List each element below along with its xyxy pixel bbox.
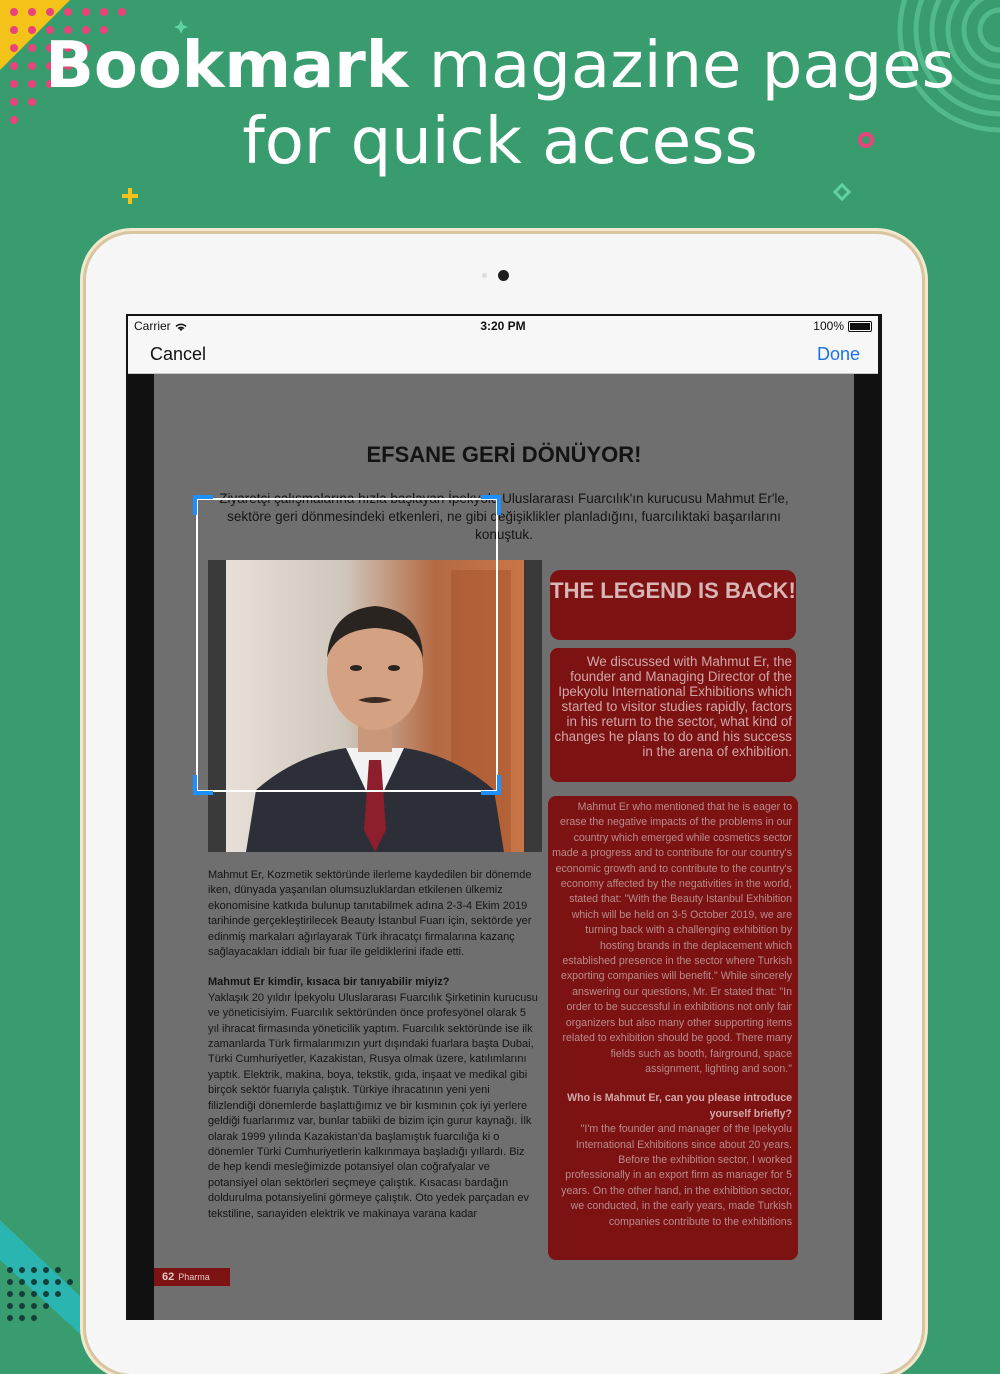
crop-handle-top-left[interactable] <box>193 495 213 515</box>
crop-nav-bar <box>128 336 878 374</box>
english-answer: "I'm the founder and manager of the Ipekyolu International Exhibitions since about 20 years. Before the exhibition sector, I worked professionally in an export firm as manager for 5 years. On the other hand, in the exhibition sector, we conducted, in the early years, made Turkish companies contribute to the exhibitions <box>561 1123 792 1228</box>
page-margin-left <box>128 374 154 1320</box>
article-intro: Ziyaretçi çalışmalarına hızla başlayan İpekyolu Uluslararası Fuarcılık'ın kurucusu Mahmut Er'le, sektöre geri dönmesindeki etkenleri, ne gibi değişiklikler planladığını, fuarcılıktaki başarılarını konuştuk. <box>219 491 789 542</box>
legend-title-box: THE LEGEND IS BACK! <box>550 570 796 640</box>
headline-bold: Bookmark <box>45 29 409 103</box>
body-paragraph: Mahmut Er, Kozmetik sektöründe ilerleme kaydedilen bir dönemde iken, dünyada yaşanılan olumsuzluklardan etkilenen ülkemiz ekonomisine katkıda bulunup tanıtabilmek adına 2-3-4 Ekim 2019 tarihinde gerçekleştirilecek Beauty İstanbul Fuarı için, sektörde yer edinmiş markaları ağırlayarak Türk ihracatçı firmalarına kazanç sağlayacakları iddialı bir fuar ile geldiklerini ifade etti. <box>208 869 532 959</box>
plus-decoration <box>120 186 140 206</box>
turkish-body-text <box>208 868 538 1237</box>
page-footer-tag <box>154 1268 230 1286</box>
english-paragraph: Mahmut Er who mentioned that he is eager to erase the negative impacts of the problems in our country which emerged while cosmetics sector made a progress and to contribute for our country's economic growth and to contribute to the country's economy affected by the negativities in the world, stated that: "With the Beauty Istanbul Exhibition which will be held on 3-5 October 2019, we are turning back with a challenging exhibition by hosting brands in the deplacement which established presence in the sector where Turkish exporting companies will benefit." While sincerely answering our questions, Mr. Er stated that: "In order to be successful in exhibitions not only fair organizers but also many other supporting items related to exhibition should be good. There many fields such as booth, fairground, space assignment, lighting and soon." <box>552 801 792 1075</box>
body-question: Mahmut Er kimdir, kısaca bir tanıyabilir miyiz? <box>208 976 450 989</box>
english-body-box <box>548 796 798 1260</box>
diamond-decoration <box>832 182 852 202</box>
sensor-dot <box>482 273 487 278</box>
carrier-label: Carrier <box>134 319 188 333</box>
page-margin-right <box>854 374 880 1320</box>
english-question: Who is Mahmut Er, can you please introduce yourself briefly? <box>567 1092 792 1120</box>
article-title: EFSANE GERİ DÖNÜYOR! <box>366 442 642 467</box>
legend-summary-box: We discussed with Mahmut Er, the founder and Managing Director of the Ipekyolu International Exhibitions which started to visitor studies rapidly, factors in his return to the sector, what kind of changes he plans to do and his success in the arena of exhibition. <box>550 648 796 782</box>
crop-selection-box[interactable] <box>196 498 498 792</box>
tablet-screen <box>126 314 882 1320</box>
battery-percent: 100% <box>813 319 844 333</box>
status-time: 3:20 PM <box>480 319 526 333</box>
crop-handle-bottom-left[interactable] <box>193 775 213 795</box>
body-paragraph: Yaklaşık 20 yıldır İpekyolu Uluslararası Fuarcılık Şirketinin kurucusu ve yöneticisiyim. Fuarcılık sektöründen önce profesyönel olarak 5 yıl ihracat firmasında yöneticilik yaptım. Fuarcılık sektöründe ise ilk zamanlarda Türk firmalarımızın yurt dışındaki fuarlara başta Dubai, Türki Cumhuriyetler, Kazakistan, Rusya olmak üzere, katılımlarını yaptık. Elektrik, makina, boya, tekstik, gıda, inşaat ve medikal gibi birçok sektör fuarıyla çalıştık. Türkiye ihracatının yeni yeni filizlendiği dönemlerde başlattığımız ve bir kısmının çok iyi yerlere geldiği fuarlarımız var, bunlar tabiiki de bizim için gurur kaynağı. İlk olarak 1999 yılında Kazakistan'da başlamıştık fuarcılığa ki o dönemler Türki Cumhuriyetlerin kalkınmaya başladığı yıllardı. Biz de hep kendi mesleğimizde potansiyel olan coğrafyalar ve potansiyel olan sektörleri seçmeye çalıştık. Kısacası bardağın doldurulma potansiyelini görmeye çalıştık. Oto yedek parçadan ev tekstiline, sanayiden elektrik ve makinaya varana kadar <box>208 991 538 1220</box>
crop-handle-top-right[interactable] <box>481 495 501 515</box>
camera-icon <box>498 270 509 281</box>
battery-icon <box>848 321 872 332</box>
headline-line-2: for quick access <box>242 105 758 179</box>
headline-rest: magazine pages <box>408 29 955 103</box>
promo-headline <box>0 28 1000 180</box>
status-bar <box>128 316 878 336</box>
footer-section: Pharma <box>178 1272 210 1282</box>
cancel-button[interactable]: Cancel <box>150 344 207 364</box>
done-button[interactable]: Done <box>816 344 860 364</box>
crop-handle-bottom-right[interactable] <box>481 775 501 795</box>
page-number: 62 <box>162 1271 175 1283</box>
